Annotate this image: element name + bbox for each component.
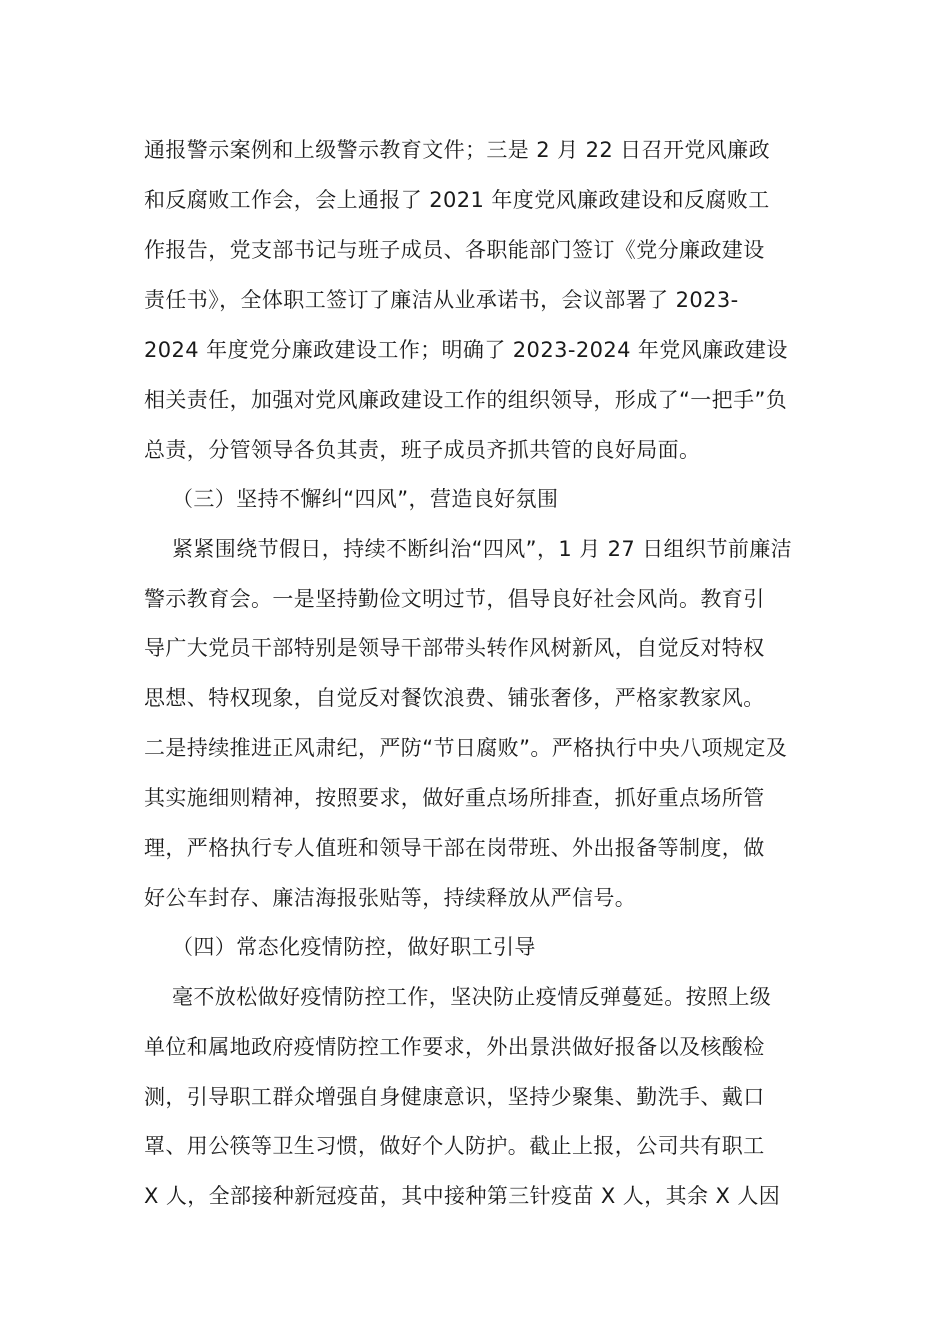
body-text-line: 2024 年度党分廉政建设工作；明确了 2023-2024 年党风廉政建设 — [144, 338, 788, 362]
body-text-line: 测，引导职工群众增强自身健康意识，坚持少聚集、勤洗手、戴口 — [144, 1085, 765, 1109]
body-text-line: 紧紧围绕节假日，持续不断纠治“四风”，1 月 27 日组织节前廉洁 — [172, 537, 793, 561]
body-text-line: 思想、特权现象，自觉反对餐饮浪费、铺张奢侈，严格家教家风。 — [144, 686, 765, 710]
body-text-line: 总责，分管领导各负其责，班子成员齐抓共管的良好局面。 — [144, 438, 701, 462]
section-heading: （四）常态化疫情防控，做好职工引导 — [172, 935, 536, 959]
section-heading: （三）坚持不懈纠“四风”，营造良好氛围 — [172, 487, 559, 511]
body-text-line: X 人，全部接种新冠疫苗，其中接种第三针疫苗 X 人，其余 X 人因 — [144, 1184, 781, 1208]
body-text-line: 责任书》，全体职工签订了廉洁从业承诺书，会议部署了 2023- — [144, 288, 739, 312]
body-text-line: 其实施细则精神，按照要求，做好重点场所排查，抓好重点场所管 — [144, 786, 765, 810]
body-text-line: 二是持续推进正风肃纪，严防“节日腐败”。严格执行中央八项规定及 — [144, 736, 788, 760]
body-text-line: 导广大党员干部特别是领导干部带头转作风树新风，自觉反对特权 — [144, 636, 765, 660]
body-text-line: 通报警示案例和上级警示教育文件；三是 2 月 22 日召开党风廉政 — [144, 138, 770, 162]
body-text-line: 毫不放松做好疫情防控工作，坚决防止疫情反弹蔓延。按照上级 — [172, 985, 772, 1009]
body-text-line: 和反腐败工作会，会上通报了 2021 年度党风廉政建设和反腐败工 — [144, 188, 770, 212]
body-text-line: 罩、用公筷等卫生习惯，做好个人防护。截止上报，公司共有职工 — [144, 1134, 765, 1158]
body-text-line: 作报告，党支部书记与班子成员、各职能部门签订《党分廉政建设 — [144, 238, 765, 262]
body-text-line: 相关责任，加强对党风廉政建设工作的组织领导，形成了“一把手”负 — [144, 388, 788, 412]
body-text-line: 理，严格执行专人值班和领导干部在岗带班、外出报备等制度，做 — [144, 836, 765, 860]
body-text-line: 警示教育会。一是坚持勤俭文明过节，倡导良好社会风尚。教育引 — [144, 587, 765, 611]
body-text-line: 单位和属地政府疫情防控工作要求，外出景洪做好报备以及核酸检 — [144, 1035, 765, 1059]
body-text-line: 好公车封存、廉洁海报张贴等，持续释放从严信号。 — [144, 886, 637, 910]
